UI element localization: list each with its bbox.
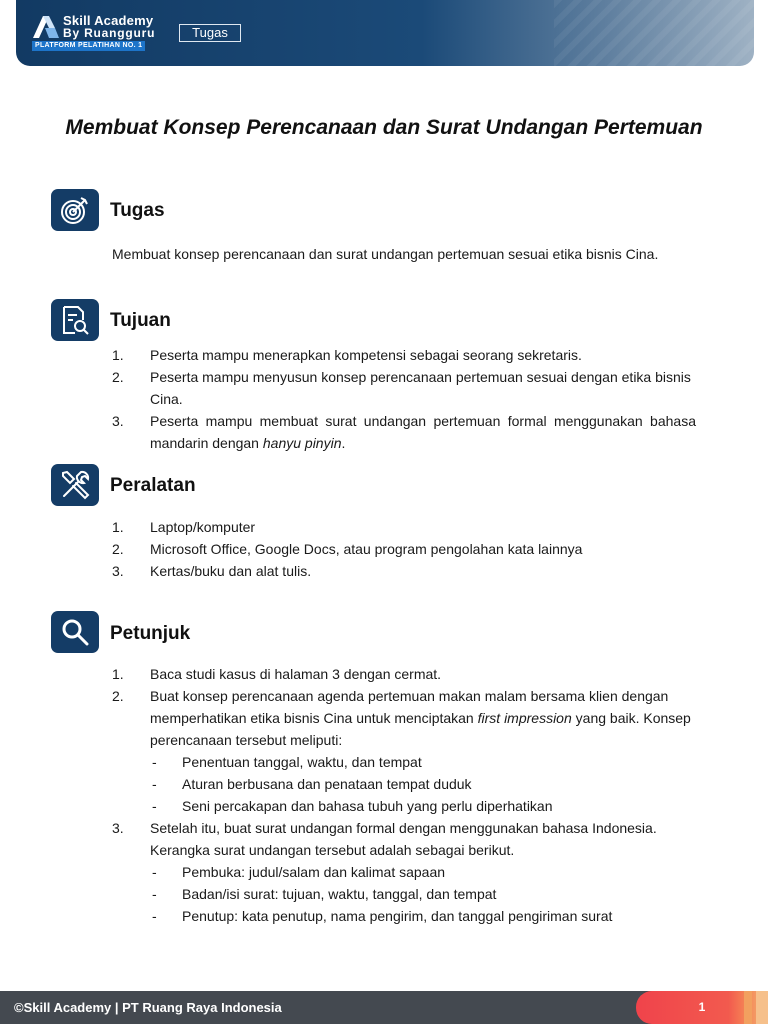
sub-list-item [150,883,696,905]
list-item-text: Peserta mampu membuat surat undangan pertemuan formal menggunakan bahasa mandarin dengan [150,413,696,451]
sub-list-item [150,795,696,817]
footer-copyright: ©Skill Academy | PT Ruang Raya Indonesia [14,1000,282,1015]
sub-marker: - [152,886,157,902]
header-decoration [554,0,754,66]
page-number-badge [636,991,768,1024]
brand-badge: PLATFORM PELATIHAN NO. 1 [32,41,145,51]
list-number: 1. [112,666,124,682]
list-number: 1. [112,519,124,535]
sub-marker: - [152,908,157,924]
list-number: 2. [112,369,124,385]
header-tag: Tugas [179,24,241,42]
list-item [112,685,696,817]
sub-item-text: Penutup: kata penutup, nama pengirim, dan tanggal pengiriman surat [182,908,613,924]
sub-list-item [150,773,696,795]
header-banner [16,0,754,66]
sub-item-text: Badan/isi surat: tujuan, waktu, tanggal, dan tempat [182,886,497,902]
list-number: 3. [112,413,124,429]
sub-item-text: Aturan berbusana dan penataan tempat duduk [182,776,472,792]
list-item-text: Kertas/buku dan alat tulis. [150,563,312,579]
list-number: 3. [112,563,124,579]
document-search-icon [51,299,99,341]
list-item [112,817,696,927]
list-item-text: Microsoft Office, Google Docs, atau program pengolahan kata lainnya [150,541,583,557]
petunjuk-list [112,663,696,927]
list-number: 3. [112,820,124,836]
sub-marker: - [152,798,157,814]
target-icon [51,189,99,231]
list-item [112,344,696,366]
sub-item-text: Seni percakapan dan bahasa tubuh yang perlu diperhatikan [182,798,553,814]
section-title-petunjuk: Petunjuk [110,623,191,644]
sub-item-text: Penentuan tanggal, waktu, dan tempat [182,754,422,770]
list-item [112,366,696,410]
list-item-text: Peserta mampu menyusun konsep perencanaan pertemuan sesuai dengan etika bisnis Cina. [150,369,691,407]
list-item-text: Buat konsep perencanaan agenda pertemuan makan malam bersama klien dengan memperhatikan etika bisnis Cina untuk menciptakan [150,688,669,726]
list-number: 2. [112,541,124,557]
sub-marker: - [152,776,157,792]
list-item [112,516,696,538]
list-item-text: Setelah itu, buat surat undangan formal dengan menggunakan bahasa Indonesia. Kerangka surat undangan tersebut adalah sebagai berikut. [150,820,657,858]
list-item [112,410,696,454]
list-item [112,538,696,560]
list-item [112,663,696,685]
list-item-text-end: . [341,435,346,451]
sub-list [150,861,696,927]
document-title: Membuat Konsep Perencanaan dan Surat Undangan Pertemuan [65,116,703,139]
tujuan-list [112,344,696,454]
page-number: 1 [698,1000,706,1014]
brand-subtitle: By Ruangguru [63,26,156,40]
section-title-peralatan: Peralatan [110,475,196,496]
sub-list-item [150,905,696,927]
list-item-text: Laptop/komputer [150,519,256,535]
sub-list-item [150,751,696,773]
list-item-text-end: yang baik. Konsep perencanaan tersebut meliputi: [150,710,691,748]
section-title-tugas: Tugas [110,200,165,221]
list-item-text: Baca studi kasus di halaman 3 dengan cermat. [150,666,442,682]
list-item-emphasis: hanyu pinyin [262,435,342,451]
list-item-text: Peserta mampu menerapkan kompetensi sebagai seorang sekretaris. [150,347,582,363]
magnifier-icon [51,611,99,653]
sub-marker: - [152,754,157,770]
list-item [112,560,696,582]
peralatan-list [112,516,696,582]
tugas-description: Membuat konsep perencanaan dan surat undangan pertemuan sesuai etika bisnis Cina. [112,246,659,262]
list-number: 2. [112,688,124,704]
brand-name: Skill Academy [63,13,154,28]
sub-list-item [150,861,696,883]
list-number: 1. [112,347,124,363]
list-item-emphasis: first impression [477,710,572,726]
sub-marker: - [152,864,157,880]
tools-icon [51,464,99,506]
section-title-tujuan: Tujuan [110,310,171,331]
sub-item-text: Pembuka: judul/salam dan kalimat sapaan [182,864,446,880]
skill-academy-logo-icon [33,16,59,38]
sub-list [150,751,696,817]
